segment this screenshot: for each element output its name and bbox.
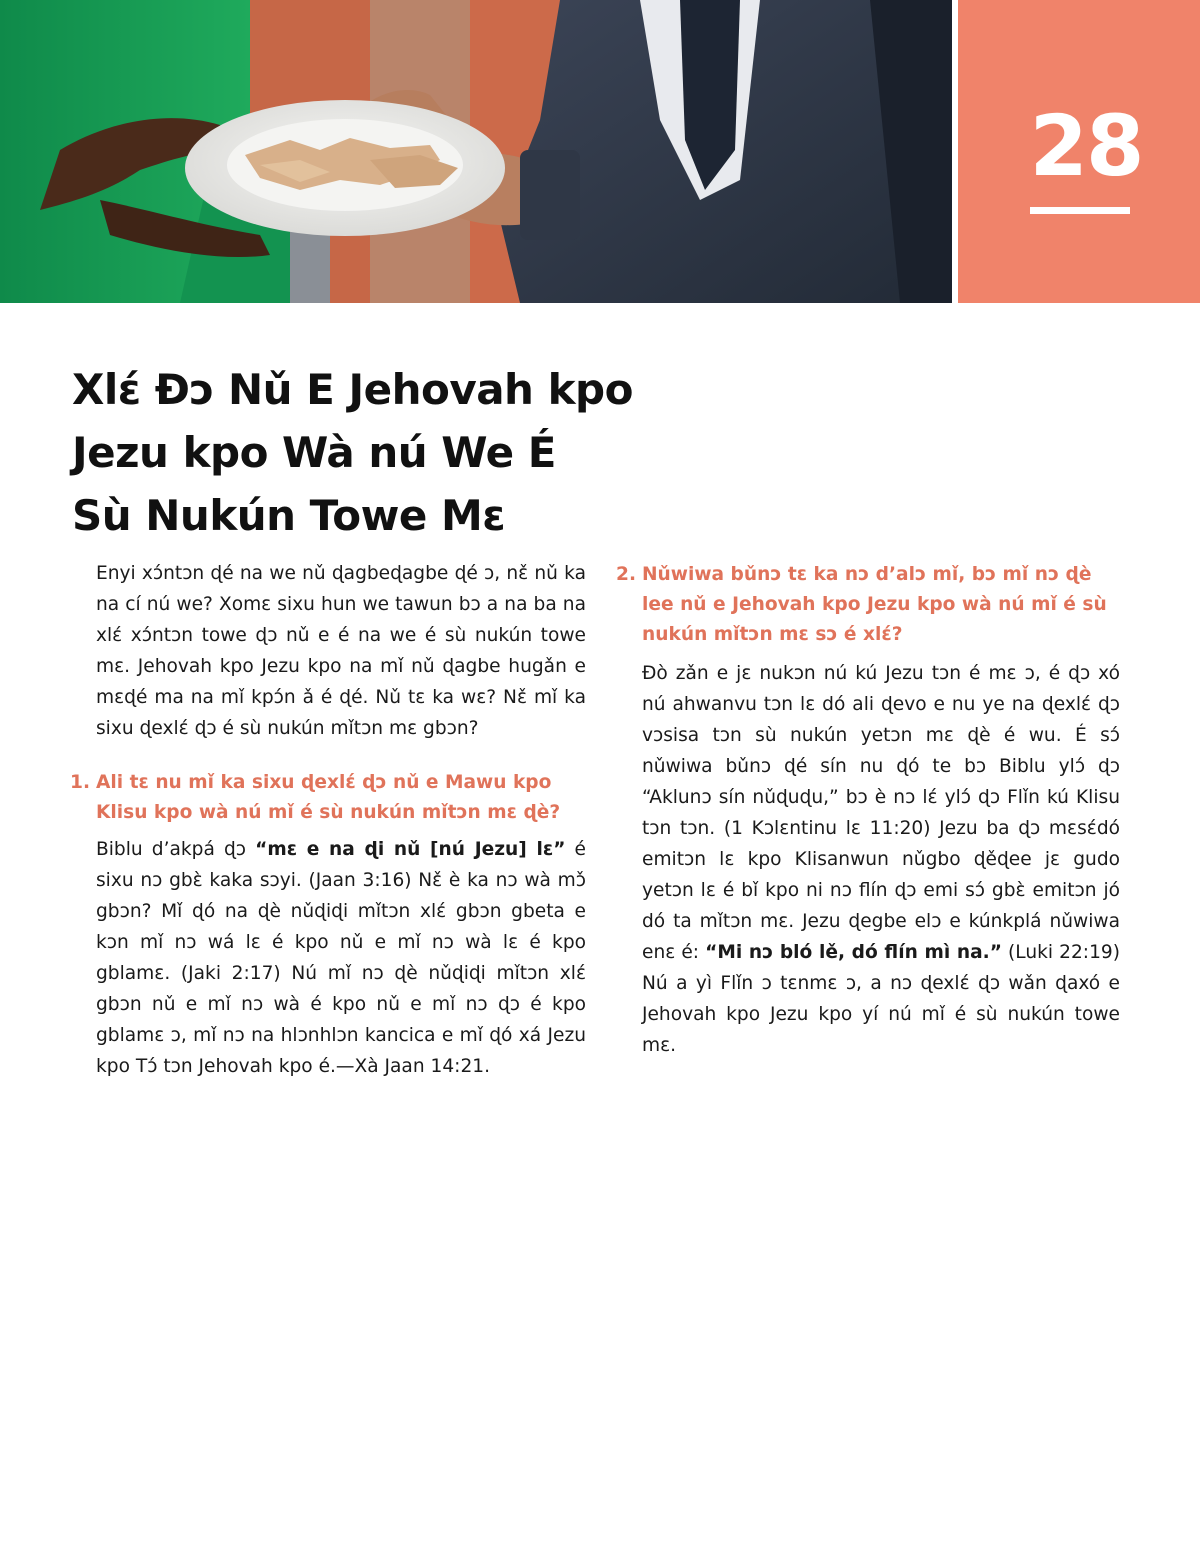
answer-2: [642, 658, 1120, 1061]
question-2-number: 2.: [616, 564, 637, 585]
right-column: [616, 560, 1120, 1061]
title-line-2: Jezu kpo Wà nú We É: [72, 428, 556, 477]
question-1-text: Ali tɛ nu mǐ ka sixu ɖexlɛ́ ɖɔ nǔ e Mawu kpo Klisu kpo wà nú mǐ é sù nukún mǐtɔn mɛ ɖè?: [96, 772, 561, 823]
badge-underline: [1030, 207, 1130, 214]
question-1-number: 1.: [70, 772, 91, 793]
lesson-number-badge: [958, 0, 1200, 303]
answer-1-quote: “mɛ e na ɖi nǔ [nú Jezu] lɛ”: [255, 839, 566, 860]
answer-2-text-a: Ðò zǎn e jɛ nukɔn nú kú Jezu tɔn é mɛ ɔ, é ɖɔ xó nú ahwanvu tɔn lɛ dó ali ɖevo e nu ye na ɖexlɛ́ ɖɔ vɔsisa tɔn sù nukún yetɔn mɛ ɖè é wu. É sɔ́ nǔwiwa bǔnɔ ɖé sín nu ɖó te bɔ Biblu ylɔ́ ɖɔ “Aklunɔ sín nǔɖuɖu,” bɔ è nɔ lɛ́ ylɔ́ ɖɔ Flǐn kú Klisu tɔn tɔn. (1 Kɔlɛntinu lɛ 11:20) Jezu ba ɖɔ mɛsɛ́dó emitɔn lɛ kpo Klisanwun nǔgbo ɖěɖee jɛ gudo yetɔn lɛ é bǐ kpo ni nɔ flín ɖɔ emi sɔ́ gbɛ̀ emitɔn jó dó ta mǐtɔn mɛ. Jezu ɖegbe elɔ e kúnkplá nǔwiwa enɛ é:: [642, 663, 1120, 963]
question-2: [616, 560, 1120, 650]
title-line-3: Sù Nukún Towe Mɛ: [72, 491, 506, 540]
communion-bread-photo: [0, 0, 952, 303]
title-line-1: Xlɛ́ Ðɔ Nǔ E Jehovah kpo: [72, 365, 633, 414]
answer-2-quote: “Mi nɔ bló lě, dó flín mì na.”: [705, 942, 1002, 963]
intro-paragraph: Enyi xɔ́ntɔn ɖé na we nǔ ɖagbeɖagbe ɖé ɔ, nɛ̌ nǔ ka na cí nú we? Xomɛ sixu hun we tawun bɔ a na ba na xlɛ́ xɔ́ntɔn towe ɖɔ nǔ e é na we é sù nukún towe mɛ. Jehovah kpo Jezu kpo na mǐ nǔ ɖagbe hugǎn e mɛɖé ma na mǐ kpɔ́n ǎ é ɖé. Nǔ tɛ ka wɛ? Nɛ̌ mǐ ka sixu ɖexlɛ́ ɖɔ é sù nukún mǐtɔn mɛ gbɔn?: [96, 563, 586, 739]
lesson-number: 28: [1029, 97, 1143, 195]
answer-1-text-a: Biblu d’akpá ɖɔ: [96, 839, 256, 860]
left-column: [70, 558, 586, 1082]
hero-photo: [0, 0, 952, 303]
answer-2-text-b: (Luki 22:19) Nú a yì Flǐn ɔ tɛnmɛ ɔ, a nɔ ɖexlɛ́ ɖɔ wǎn ɖaxó e Jehovah kpo Jezu kpo yí nú mǐ é sù nukún towe mɛ.: [642, 942, 1120, 1056]
question-1: [70, 768, 586, 828]
answer-1: [96, 834, 586, 1082]
question-2-text: Nǔwiwa bǔnɔ tɛ ka nɔ d’alɔ mǐ, bɔ mǐ nɔ ɖè lee nǔ e Jehovah kpo Jezu kpo wà nú mǐ é sù nukún mǐtɔn mɛ sɔ é xlɛ́?: [642, 564, 1107, 645]
lesson-title: [72, 358, 712, 547]
answer-1-text-b: é sixu nɔ gbɛ̀ kaka sɔyi. (Jaan 3:16) Nɛ̌ è ka nɔ wà mɔ̌ gbɔn? Mǐ ɖó na ɖè nǔɖiɖi mǐtɔn xlɛ́ gbɔn gbeta e kɔn mǐ nɔ wá lɛ é kpo nǔ e mǐ nɔ wà lɛ é kpo gblamɛ. (Jaki 2:17) Nú mǐ nɔ ɖè nǔɖiɖi mǐtɔn xlɛ́ gbɔn nǔ e mǐ nɔ wà é kpo nǔ e mǐ nɔ ɖɔ é kpo gblamɛ ɔ, mǐ nɔ na hlɔnhlɔn kancica e mǐ ɖó xá Jezu kpo Tɔ́ tɔn Jehovah kpo é.—Xà Jaan 14:21.: [96, 839, 586, 1077]
